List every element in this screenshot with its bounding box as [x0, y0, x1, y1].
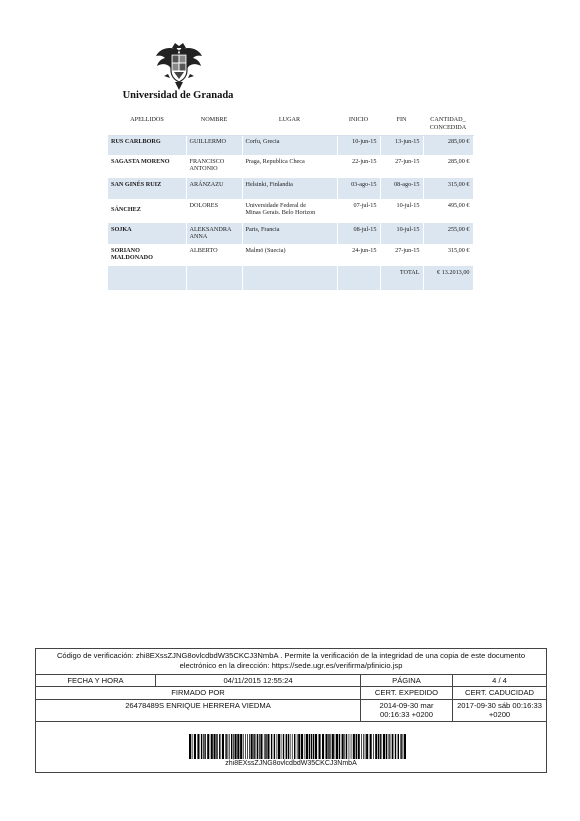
cert-expedido-label: CERT. EXPEDIDO [361, 687, 453, 698]
cert-caducidad-label: CERT. CADUCIDAD [464, 688, 535, 698]
cell-inicio: 10-jun-15 [337, 135, 380, 155]
university-coat-of-arms-icon [150, 40, 208, 92]
cell-apellidos: SOJKA [108, 223, 186, 244]
cell-lugar: Paris, Francia [242, 223, 337, 244]
verification-text: Código de verificación: zhi8EXssZJNG8ovlcdbdW35CKCJ3NmbA . Permite la verificación de la integridad de una copia de este documento electrónico en la dirección: https://sede.ugr.es/verifirma/pfinicio.jsp [36, 649, 546, 675]
cell-apellidos: SORIANO MALDONADO [108, 244, 186, 266]
barcode-icon [189, 734, 407, 759]
column-header-inicio: INICIO [337, 114, 380, 135]
barcode-area [36, 722, 546, 772]
cert-expedido-value: 2014-09-30 mar 00:16:33 +0200 [361, 700, 453, 721]
cell-fin: 27-jun-15 [380, 244, 423, 266]
cell-fin: 27-jun-15 [380, 155, 423, 178]
cell-cantidad: 285,00 € [423, 135, 473, 155]
firmante: 26478489S ENRIQUE HERRERA VIEDMA [36, 700, 361, 721]
cell-fin: 08-ago-15 [380, 178, 423, 199]
column-header-cantidad: CANTIDAD_ CONCEDIDA [423, 114, 473, 135]
column-header-fin: FIN [380, 114, 423, 135]
cell-apellidos: RUS CARLBORG [108, 135, 186, 155]
fecha-value: 04/11/2015 12:55:24 [156, 675, 361, 686]
cell-nombre: GUILLERMO [186, 135, 242, 155]
cell-fin: 13-jun-15 [380, 135, 423, 155]
cell-nombre: DOLORES [186, 199, 242, 223]
table-row [108, 199, 473, 223]
footer-row-headers [36, 687, 546, 699]
table-row [108, 244, 473, 266]
cell-inicio: 03-ago-15 [337, 178, 380, 199]
university-name: Universidad de Granada [122, 90, 234, 101]
table-row [108, 155, 473, 178]
cell-cantidad: 285,00 € [423, 155, 473, 178]
pagina-label: PÁGINA [361, 675, 453, 686]
cell-inicio: 08-jul-15 [337, 223, 380, 244]
cell-lugar: Malmö (Suecia) [242, 244, 337, 266]
cell-lugar: Corfu, Grecia [242, 135, 337, 155]
column-header-lugar: LUGAR [242, 114, 337, 135]
cell-fin: 10-jul-15 [380, 199, 423, 223]
cell-fin: 10-jul-15 [380, 223, 423, 244]
cell-cantidad: 315,00 € [423, 244, 473, 266]
pagina-value: 4 / 4 [492, 675, 507, 685]
table-row [108, 178, 473, 199]
cert-caducidad-value: 2017-09-30 sáb 00:16:33 +0200 [457, 700, 542, 720]
cell-lugar: Praga, Republica Checa [242, 155, 337, 178]
cell-lugar: Universidade Federal de Minas Gerais. Belo Horizon [242, 199, 337, 223]
cell-apellidos: SAGASTA MORENO [108, 155, 186, 178]
firmado-label: FIRMADO POR [36, 687, 361, 698]
total-value: € 13.2013,00 [423, 266, 473, 290]
cell-lugar: Helsinki, Finlandia [242, 178, 337, 199]
cell-cantidad: 495,00 € [423, 199, 473, 223]
total-row [108, 266, 473, 290]
cell-nombre: ALEKSANDRA ANNA [186, 223, 242, 244]
table-header-row [108, 114, 473, 135]
cell-nombre: ARÁNZAZU [186, 178, 242, 199]
column-header-nombre: NOMBRE [186, 114, 242, 135]
table-row [108, 135, 473, 155]
fecha-label: FECHA Y HORA [36, 675, 156, 686]
cell-apellidos: SÁNCHEZ [108, 199, 186, 223]
cell-inicio: 24-jun-15 [337, 244, 380, 266]
barcode-text: zhi8EXssZJNG8ovlcdbdW35CKCJ3NmbA [225, 759, 357, 767]
grants-table [108, 114, 474, 290]
cell-nombre: FRANCISCO ANTONIO [186, 155, 242, 178]
signature-box [35, 648, 547, 773]
cell-nombre: ALBERTO [186, 244, 242, 266]
table-row [108, 223, 473, 244]
column-header-apellidos: APELLIDOS [108, 114, 186, 135]
cell-cantidad: 315,00 € [423, 178, 473, 199]
cell-apellidos: SAN GINÉS RUIZ [108, 178, 186, 199]
cell-cantidad: 255,00 € [423, 223, 473, 244]
total-label: TOTAL [380, 266, 423, 290]
footer-row-date [36, 675, 546, 687]
footer-row-values [36, 700, 546, 722]
cell-inicio: 22-jun-15 [337, 155, 380, 178]
cell-inicio: 07-jul-15 [337, 199, 380, 223]
